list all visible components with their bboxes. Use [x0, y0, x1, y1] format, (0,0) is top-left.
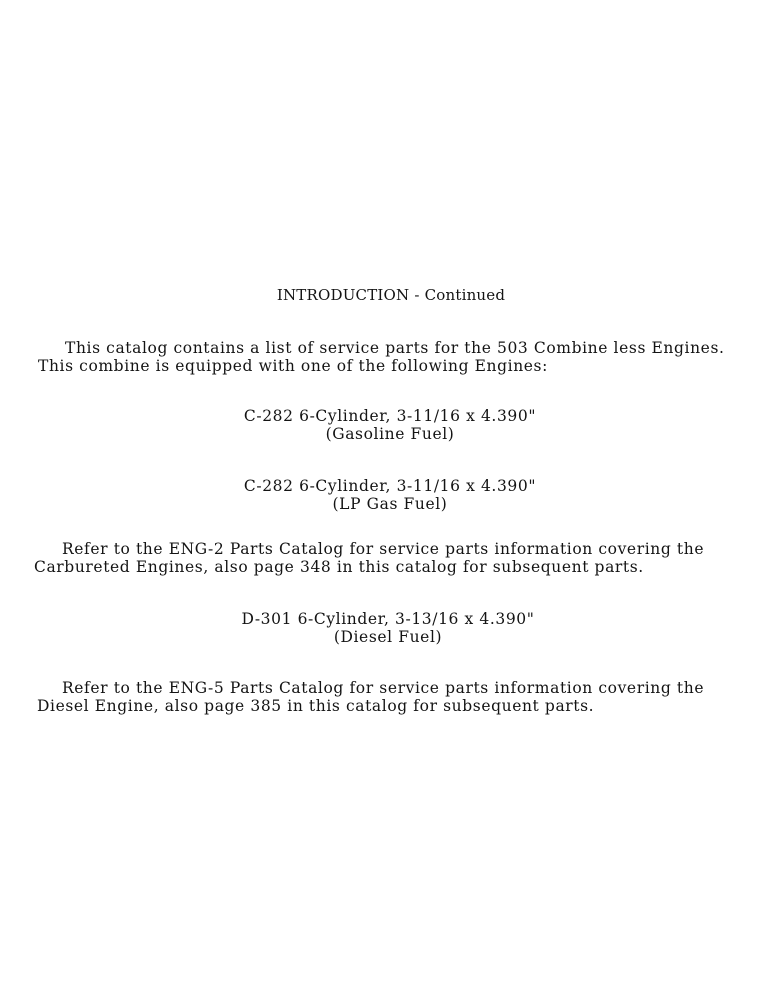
intro-line-1: This catalog contains a list of service parts for the 503 Combine less Engines. — [65, 339, 725, 357]
page-heading: INTRODUCTION - Continued — [276, 286, 506, 304]
engine-fuel: (LP Gas Fuel) — [332, 495, 448, 513]
engine-model: D-301 6-Cylinder, 3-13/16 x 4.390" — [241, 610, 535, 628]
diesel-note-line-1: Refer to the ENG-5 Parts Catalog for service parts information covering the — [62, 679, 705, 697]
carbureted-note-line-1: Refer to the ENG-2 Parts Catalog for service parts information covering the — [62, 540, 705, 558]
engine-model: C-282 6-Cylinder, 3-11/16 x 4.390" — [243, 407, 537, 425]
diesel-note — [37, 679, 704, 715]
diesel-note-line-2: Diesel Engine, also page 385 in this catalog for subsequent parts. — [37, 697, 595, 715]
carbureted-note-line-2: Carbureted Engines, also page 348 in this catalog for subsequent parts. — [34, 558, 644, 576]
engine-model: C-282 6-Cylinder, 3-11/16 x 4.390" — [243, 477, 537, 495]
engine-spec-gasoline — [0, 407, 772, 443]
intro-paragraph — [38, 339, 725, 375]
carbureted-note — [34, 540, 704, 576]
engine-spec-lp-gas — [0, 477, 772, 513]
intro-line-2: This combine is equipped with one of the following Engines: — [38, 357, 548, 375]
engine-spec-diesel — [0, 610, 772, 646]
engine-fuel: (Gasoline Fuel) — [325, 425, 455, 443]
engine-fuel: (Diesel Fuel) — [333, 628, 443, 646]
